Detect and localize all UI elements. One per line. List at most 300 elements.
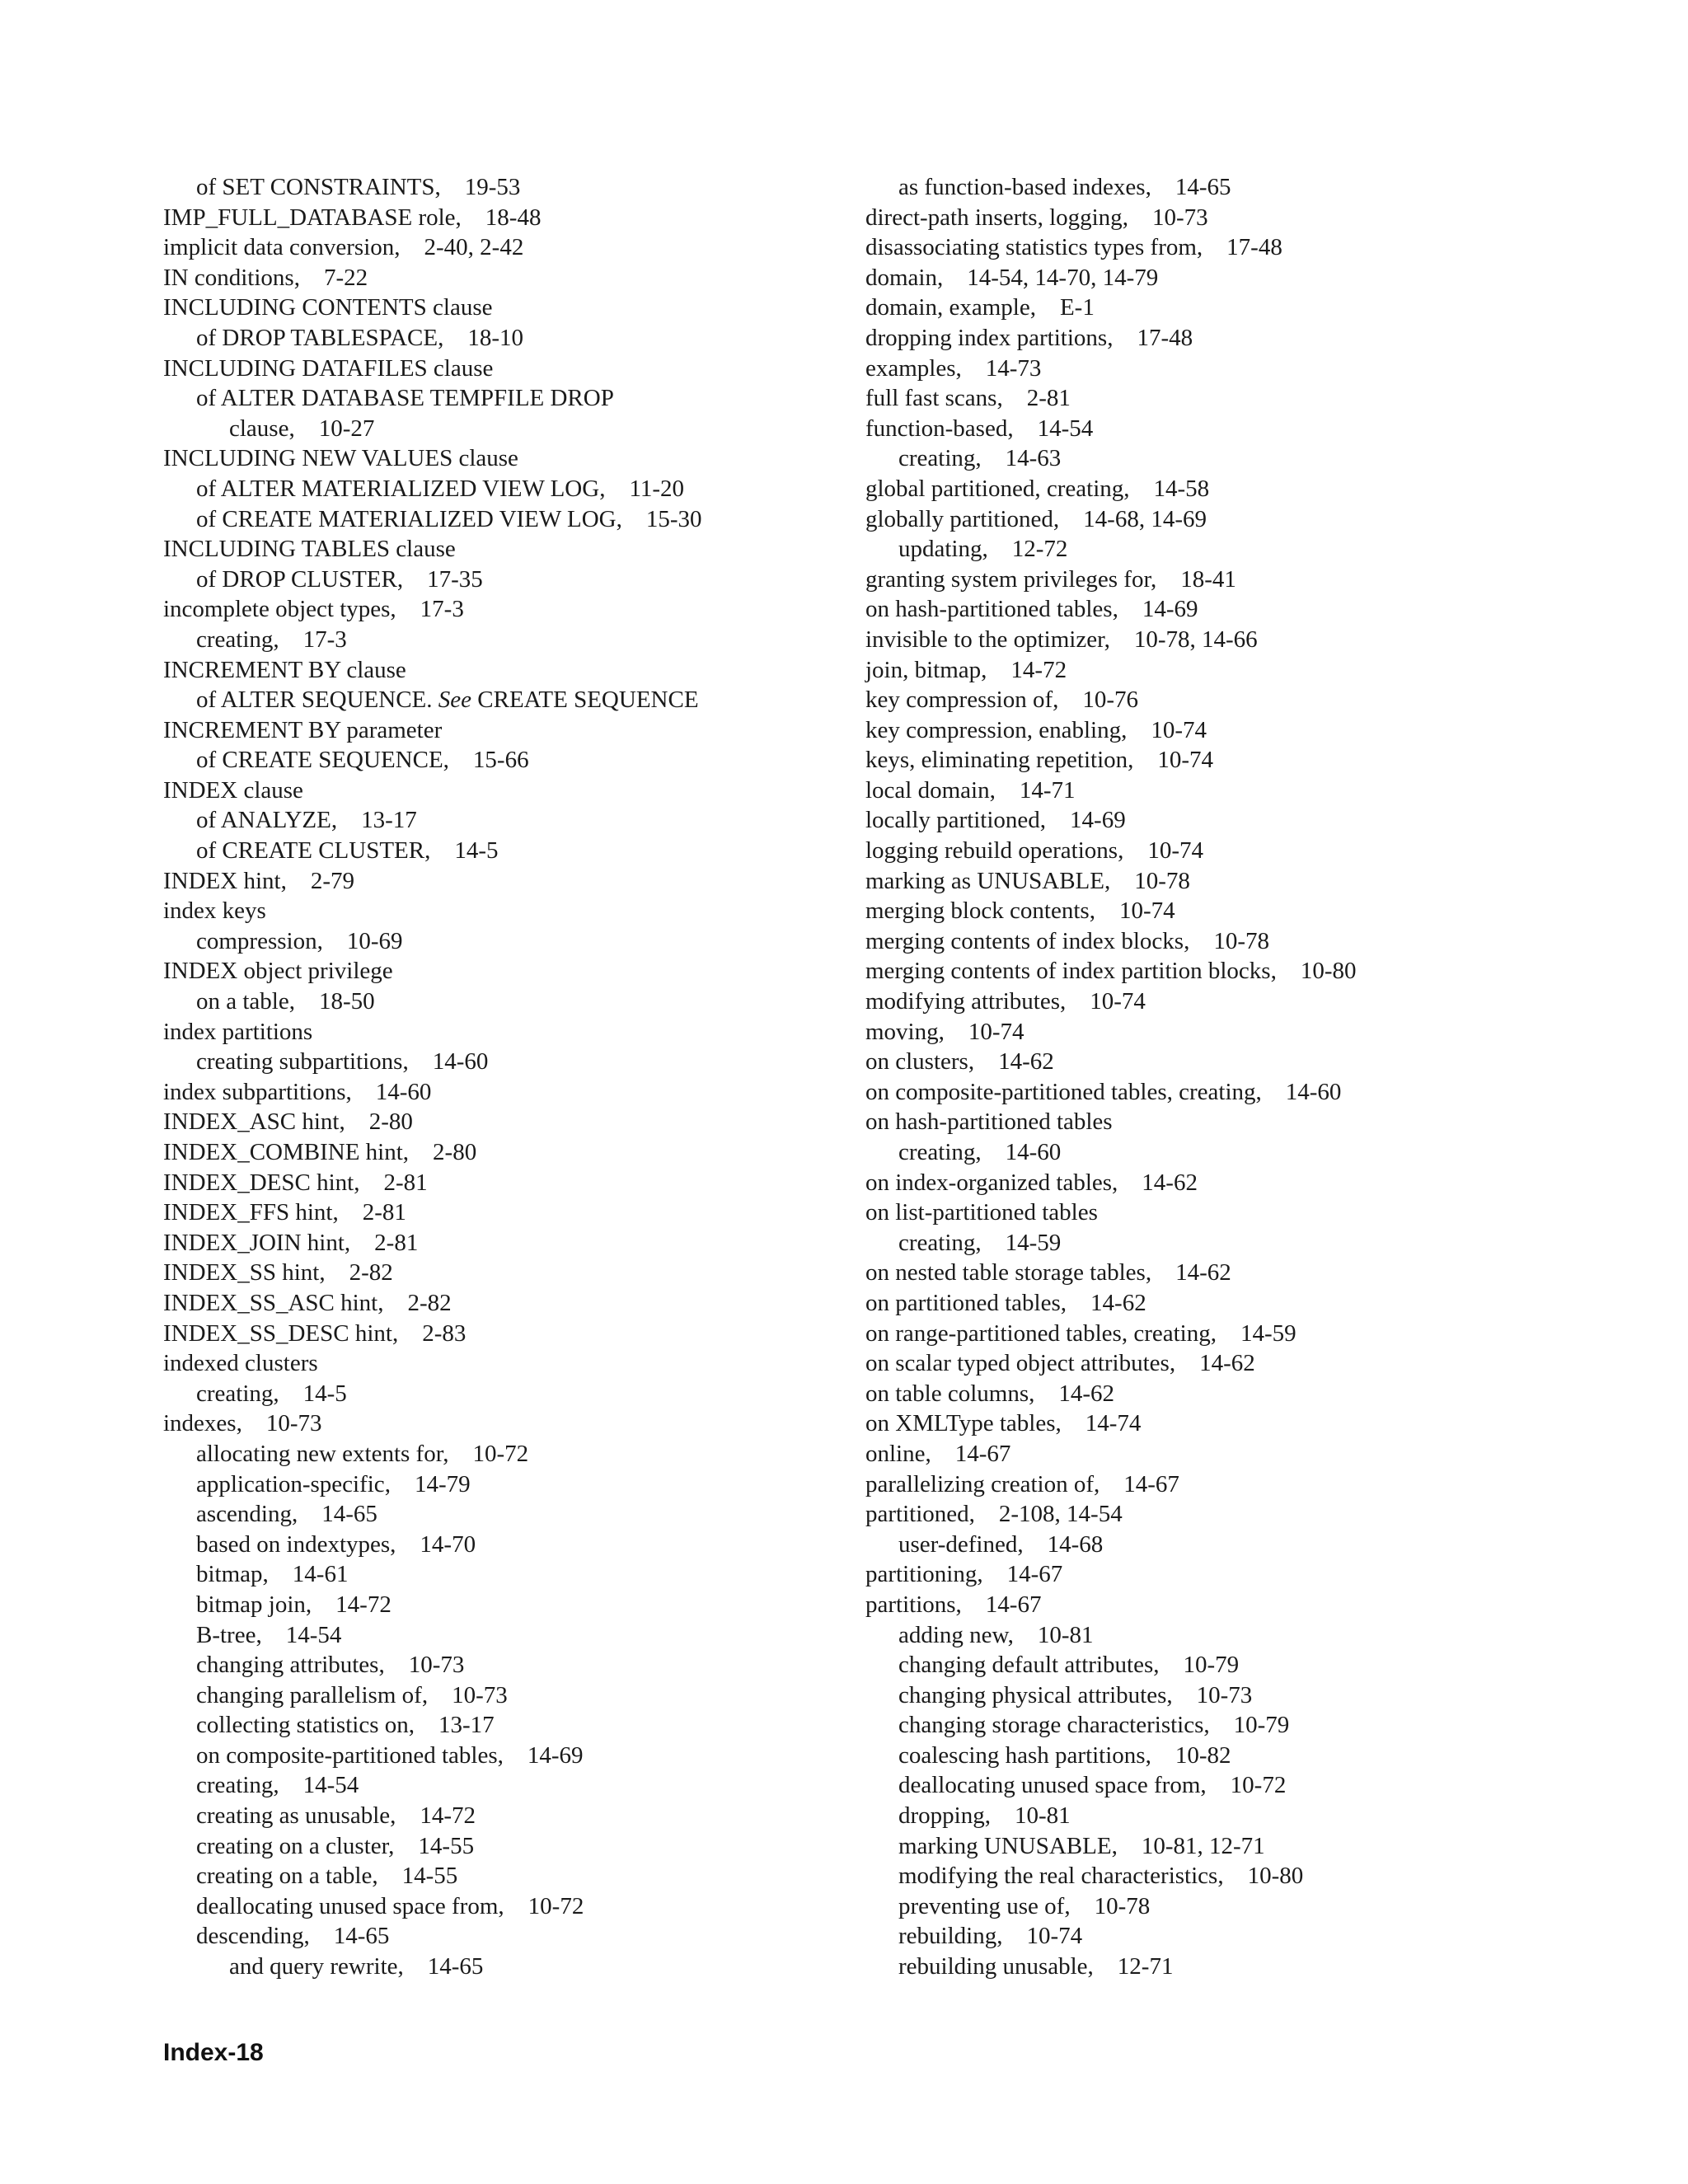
index-term: B-tree: [196, 1621, 256, 1648]
index-term: INCLUDING CONTENTS clause: [163, 294, 493, 321]
index-entry: [865, 504, 1640, 535]
index-term: index keys: [163, 898, 266, 925]
page-reference: , 2-82: [377, 1290, 451, 1316]
page-reference: , 10-74: [939, 1019, 1025, 1045]
index-entry: [865, 655, 1640, 686]
index-term: key compression of: [865, 687, 1053, 714]
index-entry: [163, 354, 856, 384]
index-term: INCLUDING TABLES clause: [163, 536, 456, 563]
index-entry: [163, 1017, 856, 1047]
index-term: INDEX_JOIN hint: [163, 1229, 345, 1256]
index-entry: [163, 1831, 856, 1862]
index-term: of ALTER MATERIALIZED VIEW LOG: [196, 475, 600, 502]
index-entry: [163, 383, 856, 414]
index-entry: [163, 1439, 856, 1469]
index-term: IN conditions: [163, 264, 294, 291]
index-entry: [865, 1319, 1640, 1349]
page-reference: , 15-66: [443, 747, 529, 773]
index-entry: [865, 625, 1640, 655]
page-reference: , 2-80: [403, 1139, 476, 1165]
page-reference: , 14-60: [975, 1139, 1061, 1165]
index-entry: [865, 1439, 1640, 1469]
index-entry: [865, 1710, 1640, 1741]
index-term: INDEX_SS_DESC hint: [163, 1319, 392, 1347]
page-reference: , 10-74: [1128, 747, 1213, 773]
index-term: coalescing hash partitions: [898, 1741, 1146, 1769]
page-reference: , 2-108, 14-54: [969, 1501, 1123, 1527]
page-reference: , 14-54: [1007, 415, 1093, 442]
index-entry: [163, 1137, 856, 1168]
index-entry: [865, 1861, 1640, 1891]
page-reference: , 14-67: [977, 1561, 1062, 1587]
page-reference: , 14-60: [1256, 1079, 1342, 1105]
page-reference: , 2-80: [339, 1108, 412, 1135]
index-entry: [163, 745, 856, 776]
index-term: globally partitioned: [865, 505, 1053, 532]
index-term: INCREMENT BY parameter: [163, 716, 443, 743]
index-entry: [163, 1288, 856, 1319]
index-term: on composite-partitioned tables, creating: [865, 1078, 1256, 1105]
index-term: of CREATE SEQUENCE: [196, 747, 443, 774]
index-term: on index-organized tables: [865, 1169, 1113, 1196]
index-entry: [163, 1921, 856, 1952]
index-entry: [163, 1680, 856, 1711]
page-reference: , 10-80: [1217, 1863, 1303, 1889]
page-reference: , 14-69: [498, 1742, 584, 1769]
page-reference: , 14-72: [390, 1802, 476, 1829]
index-term: descending: [196, 1923, 304, 1950]
index-term: on list-partitioned tables: [865, 1199, 1098, 1226]
index-entry: [163, 504, 856, 535]
index-entry: [163, 1650, 856, 1680]
index-entry: [865, 866, 1640, 897]
index-entry: [865, 715, 1640, 746]
index-entry: [865, 896, 1640, 926]
index-term: index partitions: [163, 1018, 313, 1045]
index-entry: [865, 836, 1640, 866]
index-term: changing attributes: [196, 1652, 379, 1679]
index-entry: [865, 1680, 1640, 1711]
index-entry: [865, 1952, 1640, 1982]
page-reference: , 14-62: [1170, 1350, 1255, 1376]
page-reference: , 2-81: [345, 1230, 418, 1256]
page-reference: , 17-3: [390, 596, 463, 622]
page-reference: , 14-62: [1112, 1169, 1198, 1196]
index-term: creating: [898, 1139, 976, 1165]
index-entry: [865, 263, 1640, 293]
page-reference: , 14-62: [1146, 1259, 1231, 1286]
index-entry: [163, 534, 856, 565]
index-entry: [163, 956, 856, 987]
page-reference: , 10-76: [1053, 687, 1138, 713]
index-term: INDEX_FFS hint: [163, 1199, 333, 1226]
index-term: partitioned: [865, 1501, 969, 1528]
page-reference: , 14-58: [1123, 476, 1209, 502]
index-entry: [865, 1770, 1640, 1801]
index-term: changing storage characteristics: [898, 1712, 1204, 1739]
index-entry: [865, 1801, 1640, 1831]
index-entry: [865, 1620, 1640, 1651]
index-entry: [163, 866, 856, 897]
page-reference: , 14-54: [256, 1622, 341, 1648]
index-entry: [163, 1319, 856, 1349]
page-reference: , 10-74: [1118, 837, 1203, 864]
page-reference: , 14-69: [1113, 596, 1198, 622]
index-term: of ALTER SEQUENCE.: [196, 687, 433, 714]
index-term: creating: [898, 1229, 976, 1256]
page-reference: , 14-54, 14-70, 14-79: [937, 265, 1158, 291]
index-term: marking UNUSABLE: [898, 1832, 1112, 1859]
index-term: direct-path inserts, logging: [865, 204, 1123, 231]
index-term: dropping index partitions: [865, 324, 1108, 351]
index-term: parallelizing creation of: [865, 1470, 1094, 1497]
page-reference: , 11-20: [599, 476, 684, 502]
page-reference: , 14-67: [926, 1441, 1011, 1467]
index-entry: [865, 383, 1640, 414]
index-term: on nested table storage tables: [865, 1259, 1146, 1286]
index-term: invisible to the optimizer: [865, 626, 1104, 653]
index-entry: [865, 1469, 1640, 1500]
index-entry: [865, 1408, 1640, 1439]
index-term: creating: [196, 1772, 274, 1799]
index-entry: [865, 926, 1640, 957]
index-term: allocating new extents for: [196, 1440, 443, 1467]
index-entry: [163, 987, 856, 1017]
index-term: local domain: [865, 776, 990, 804]
page-reference: , 19-53: [435, 174, 521, 200]
page-reference: , 14-65: [398, 1953, 484, 1980]
index-term: on clusters: [865, 1048, 968, 1076]
index-term: implicit data conversion: [163, 234, 395, 261]
index-term: creating: [196, 626, 274, 653]
page-reference: , 12-72: [982, 536, 1068, 562]
index-entry: [865, 172, 1640, 203]
index-entry: [163, 1590, 856, 1620]
index-term: INCLUDING NEW VALUES clause: [163, 445, 518, 472]
index-term: INDEX_ASC hint: [163, 1108, 340, 1136]
page-reference: , 14-74: [1056, 1410, 1142, 1436]
index-term: compression: [196, 927, 317, 954]
page-reference: , 14-68: [1017, 1531, 1103, 1558]
index-entry: [865, 1197, 1640, 1228]
page-reference: , 14-67: [956, 1591, 1042, 1618]
page-reference: , 10-73: [378, 1652, 464, 1678]
page-reference: , 10-79: [1203, 1712, 1289, 1738]
index-entry: [163, 1620, 856, 1651]
index-term: domain: [865, 264, 937, 291]
index-term: modifying the real characteristics: [898, 1863, 1218, 1890]
page-reference: , 14-61: [263, 1561, 349, 1587]
page-reference: , 18-10: [438, 325, 523, 351]
page-reference: , 14-59: [975, 1230, 1061, 1256]
index-term: changing physical attributes: [898, 1681, 1167, 1708]
index-entry: [163, 1258, 856, 1288]
page-reference: , 10-72: [1200, 1772, 1286, 1798]
page-reference: , 14-60: [402, 1048, 488, 1075]
index-entry: [163, 565, 856, 595]
page-reference: , 14-5: [273, 1380, 346, 1407]
index-term: and query rewrite: [229, 1953, 398, 1980]
index-term: changing default attributes: [898, 1652, 1154, 1679]
page-reference: , 18-48: [456, 204, 542, 231]
page-reference: , 10-78: [1064, 1893, 1150, 1919]
index-term: deallocating unused space from: [196, 1892, 499, 1919]
index-term: indexed clusters: [163, 1350, 318, 1377]
index-term: full fast scans: [865, 385, 997, 412]
index-term: INDEX object privilege: [163, 958, 393, 985]
index-entry: [865, 232, 1640, 263]
index-term: as function-based indexes: [898, 174, 1146, 200]
page-reference: , 10-73: [237, 1410, 322, 1436]
page-reference: , 2-81: [332, 1199, 406, 1226]
index-entry: [163, 1530, 856, 1560]
index-term: join, bitmap: [865, 656, 982, 683]
index-entry: [865, 1348, 1640, 1379]
index-term: locally partitioned: [865, 807, 1040, 834]
index-term: dropping: [898, 1802, 985, 1830]
page-reference: , 17-48: [1197, 234, 1282, 260]
index-entry: [865, 1077, 1640, 1108]
index-term: bitmap: [196, 1561, 263, 1588]
index-entry: [865, 987, 1640, 1017]
index-entry: [865, 1017, 1640, 1047]
index-entry: [865, 1831, 1640, 1862]
page-reference: , 2-40, 2-42: [394, 234, 523, 260]
page-reference: , 10-80: [1271, 958, 1357, 984]
page-reference: , 2-83: [392, 1320, 466, 1347]
index-entry: [163, 1168, 856, 1198]
page-reference: , 14-62: [1061, 1290, 1146, 1316]
index-entry: [865, 685, 1640, 715]
index-entry: [865, 443, 1640, 474]
page-reference: , 10-78, 14-66: [1104, 626, 1258, 653]
index-term: adding new: [898, 1621, 1008, 1648]
page-reference: , 14-69: [1040, 807, 1126, 833]
index-term: domain, example: [865, 294, 1030, 321]
index-entry: [163, 203, 856, 233]
index-entry: [163, 926, 856, 957]
page-reference: , 10-74: [1060, 988, 1146, 1015]
index-term: online: [865, 1440, 926, 1467]
index-entry: [865, 1741, 1640, 1771]
index-term: collecting statistics on: [196, 1712, 409, 1739]
page-reference: , 10-81: [1008, 1622, 1094, 1648]
page-reference: , 14-73: [956, 355, 1042, 382]
index-entry: [163, 1379, 856, 1409]
index-entry: [163, 655, 856, 686]
index-column-left: [163, 172, 856, 1982]
page-reference: , 14-67: [1094, 1471, 1179, 1497]
index-entry: [865, 1379, 1640, 1409]
index-entry: [865, 1107, 1640, 1137]
page-reference: , 10-27: [288, 415, 374, 442]
page-reference: , 14-65: [303, 1923, 389, 1949]
index-term: on XMLType tables: [865, 1410, 1056, 1437]
index-term: creating on a cluster: [196, 1832, 389, 1859]
page-reference: , 10-73: [1123, 204, 1208, 231]
index-term: on hash-partitioned tables: [865, 596, 1113, 623]
index-entry: [865, 203, 1640, 233]
index-entry: [163, 1710, 856, 1741]
page-reference: , 10-73: [422, 1682, 508, 1708]
index-entry: [163, 1077, 856, 1108]
page-reference: , 10-72: [498, 1893, 584, 1919]
index-term: examples: [865, 354, 956, 382]
index-term: preventing use of: [898, 1892, 1065, 1919]
page-reference: , 14-62: [1029, 1380, 1114, 1407]
page-reference: , 7-22: [294, 265, 368, 291]
index-entry: [865, 1168, 1640, 1198]
index-entry: [865, 956, 1640, 987]
index-entry: [163, 805, 856, 836]
index-term: index subpartitions: [163, 1078, 346, 1105]
index-term: on hash-partitioned tables: [865, 1108, 1113, 1136]
see-reference-target: CREATE SEQUENCE: [477, 687, 699, 714]
page-reference: , 10-74: [1090, 898, 1175, 924]
index-entry: [163, 443, 856, 474]
index-term: based on indextypes: [196, 1530, 391, 1558]
index-term: merging block contents: [865, 898, 1090, 925]
index-entry: [163, 414, 856, 444]
index-entry: [865, 1891, 1640, 1922]
index-entry: [865, 776, 1640, 806]
page-reference: , 14-5: [424, 837, 498, 864]
index-term: key compression, enabling: [865, 716, 1122, 743]
index-entry: [865, 354, 1640, 384]
index-term: clause: [229, 415, 289, 442]
page-folio: Index-18: [163, 2039, 264, 2066]
page-reference: , 18-50: [289, 988, 375, 1015]
index-column-right: [865, 172, 1640, 1982]
index-entry: [865, 534, 1640, 565]
index-term: on table columns: [865, 1380, 1029, 1407]
index-term: partitioning: [865, 1561, 978, 1588]
index-term: INDEX_SS_ASC hint: [163, 1289, 378, 1316]
page-reference: , 14-72: [306, 1591, 392, 1618]
index-entry: [163, 1228, 856, 1258]
page-reference: , 10-79: [1153, 1652, 1239, 1678]
page-reference: , 2-81: [354, 1169, 427, 1196]
index-term: INDEX_COMBINE hint: [163, 1139, 403, 1165]
index-entry: [163, 685, 856, 715]
index-term: keys, eliminating repetition: [865, 747, 1128, 774]
index-entry: [163, 1559, 856, 1590]
index-entry: [163, 172, 856, 203]
index-term: on composite-partitioned tables: [196, 1741, 498, 1769]
index-term: bitmap join: [196, 1591, 306, 1618]
index-term: IMP_FULL_DATABASE role: [163, 204, 456, 231]
index-term: on partitioned tables: [865, 1289, 1061, 1316]
index-term: incomplete object types: [163, 596, 391, 623]
page-reference: , 14-63: [975, 445, 1061, 471]
index-entry: [163, 715, 856, 746]
index-entry: [163, 293, 856, 323]
page-reference: , 10-69: [317, 928, 403, 954]
index-entry: [163, 232, 856, 263]
page-reference: , 14-70: [390, 1531, 476, 1558]
index-entry: [163, 1891, 856, 1922]
index-term: user-defined: [898, 1530, 1018, 1558]
index-term: merging contents of index blocks: [865, 927, 1184, 954]
index-term: INDEX clause: [163, 776, 303, 804]
index-term: on range-partitioned tables, creating: [865, 1319, 1211, 1347]
index-entry: [163, 474, 856, 504]
index-entry: [163, 1801, 856, 1831]
index-entry: [865, 293, 1640, 323]
page-reference: , 17-48: [1107, 325, 1193, 351]
index-entry: [163, 776, 856, 806]
index-entry: [865, 594, 1640, 625]
index-entry: [163, 1861, 856, 1891]
page-reference: , 14-60: [346, 1079, 432, 1105]
index-entry: [163, 1469, 856, 1500]
index-term: of ANALYZE: [196, 807, 331, 834]
index-entry: [163, 1348, 856, 1379]
index-entry: [865, 1590, 1640, 1620]
index-term: on scalar typed object attributes: [865, 1350, 1170, 1377]
index-entry: [865, 1530, 1640, 1560]
index-term: INCLUDING DATAFILES clause: [163, 354, 494, 382]
index-term: creating: [898, 445, 976, 472]
index-entry: [865, 1559, 1640, 1590]
page-reference: , 2-79: [281, 868, 354, 894]
index-entry: [163, 1741, 856, 1771]
index-term: indexes: [163, 1410, 237, 1437]
index-entry: [163, 1408, 856, 1439]
index-term: disassociating statistics types from: [865, 234, 1197, 261]
page-reference: , 14-71: [990, 777, 1076, 804]
index-term: logging rebuild operations: [865, 837, 1118, 865]
index-term: of CREATE MATERIALIZED VIEW LOG: [196, 505, 617, 532]
page-reference: , 15-30: [617, 506, 702, 532]
page-reference: , 10-81: [985, 1802, 1071, 1829]
index-term: deallocating unused space from: [898, 1772, 1201, 1799]
index-term: ascending: [196, 1501, 292, 1528]
index-term: creating subpartitions: [196, 1048, 403, 1076]
index-term: on a table: [196, 988, 289, 1015]
index-term: INDEX_DESC hint: [163, 1169, 354, 1196]
page-reference: , 10-78: [1104, 868, 1190, 894]
index-entry: [865, 745, 1640, 776]
page-reference: , 18-41: [1151, 566, 1236, 593]
index-entry: [865, 805, 1640, 836]
page-reference: , 13-17: [331, 807, 417, 833]
index-entry: [163, 323, 856, 354]
index-term: of ALTER DATABASE TEMPFILE DROP: [196, 385, 614, 412]
index-term: of DROP CLUSTER: [196, 565, 397, 593]
index-entry: [865, 414, 1640, 444]
page-reference: , 14-54: [273, 1772, 359, 1798]
page-reference: , 10-82: [1146, 1742, 1231, 1769]
index-entry: [865, 1137, 1640, 1168]
page-reference: , 12-71: [1088, 1953, 1174, 1980]
index-term: partitions: [865, 1591, 956, 1618]
index-entry: [163, 1770, 856, 1801]
page-reference: , 14-79: [385, 1471, 471, 1497]
index-term: marking as UNUSABLE: [865, 867, 1104, 894]
see-reference-label: See: [438, 687, 472, 714]
index-entry: [865, 1047, 1640, 1077]
index-entry: [865, 1288, 1640, 1319]
index-term: updating: [898, 536, 982, 563]
index-term: rebuilding unusable: [898, 1953, 1088, 1980]
index-entry: [163, 1499, 856, 1530]
index-term: moving: [865, 1018, 939, 1045]
page-reference: , 14-65: [1146, 174, 1231, 200]
page-reference: , 14-55: [388, 1833, 474, 1859]
index-entry: [163, 1197, 856, 1228]
index-entry: [865, 323, 1640, 354]
